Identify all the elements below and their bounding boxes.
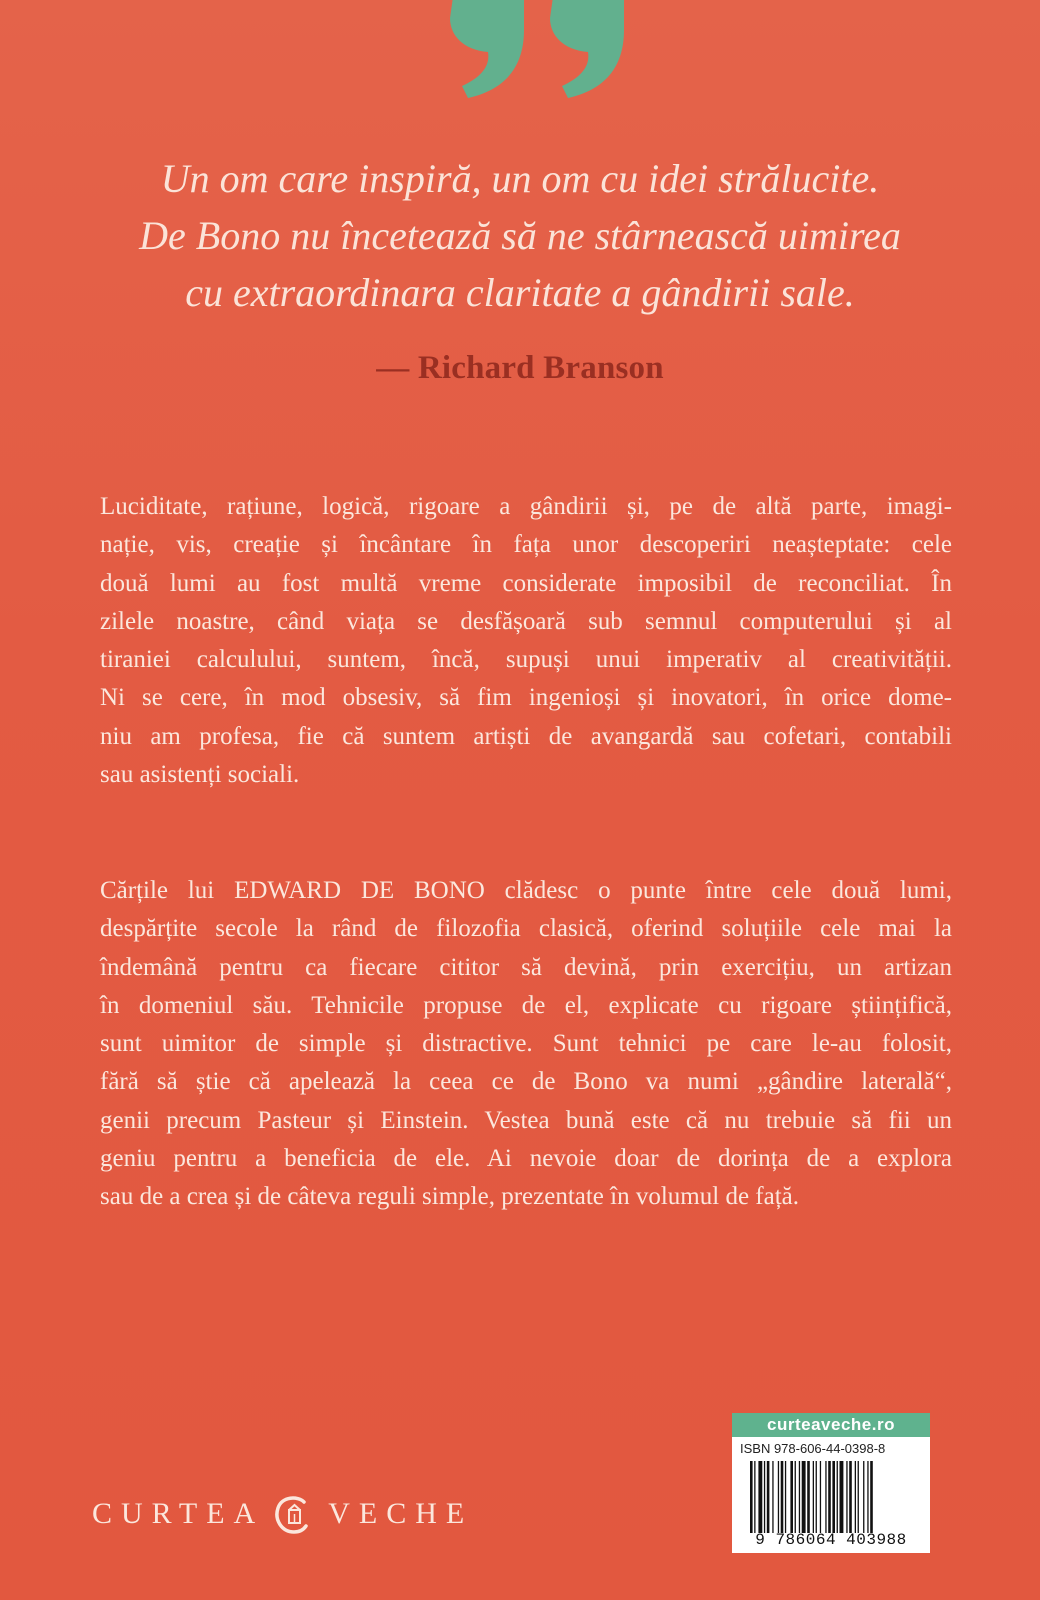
text-line: în domeniul său. Tehnicile propuse de el, explicate cu rigoare științifică, xyxy=(100,991,952,1019)
text-line: sau de a crea și de câteva reguli simple, prezentate în volumul de față. xyxy=(100,1183,799,1211)
barcode-digits: 9 786064 403988 xyxy=(755,1531,907,1549)
epigraph-line: Un om care inspiră, un om cu idei strălucite. xyxy=(160,156,880,201)
publisher-wordmark xyxy=(92,1492,473,1536)
publisher-website: curteaveche.ro xyxy=(732,1413,930,1437)
text-line: geniu pentru a beneficia de ele. Ai nevoie doar de dorința de a explora xyxy=(100,1145,952,1173)
text-line: îndemână pentru ca fiecare cititor să devină, prin exercițiu, un artizan xyxy=(100,953,952,981)
text-line: despărțite secole la rând de filozofia clasică, oferind soluțiile cele mai la xyxy=(100,915,952,943)
barcode-icon xyxy=(748,1461,924,1533)
text-line: Ni se cere, în mod obsesiv, să fim ingenioși și inovatori, în orice dome- xyxy=(100,684,952,712)
text-line: Luciditate, rațiune, logică, rigoare a gândirii și, pe de altă parte, imagi- xyxy=(100,493,952,520)
text-line: sau asistenți sociali. xyxy=(100,761,300,789)
epigraph-attribution: — Richard Branson xyxy=(376,350,664,386)
text-line: tiraniei calculului, suntem, încă, supuși unui imperativ al creativității. xyxy=(100,646,952,674)
text-line: Cărțile lui EDWARD DE BONO clădesc o punte între cele două lumi, xyxy=(100,877,952,904)
text-line: sunt uimitor de simple și distractive. Sunt tehnici pe care le-au folosit, xyxy=(100,1030,952,1058)
description-paragraph-1 xyxy=(100,488,952,794)
closing-quote-marks-icon xyxy=(440,0,640,110)
epigraph-line: cu extraordinara claritate a gândirii sale. xyxy=(185,270,855,315)
isbn-number: ISBN 978-606-44-0398-8 xyxy=(740,1441,886,1456)
publisher-name-left: CURTEA xyxy=(92,1497,265,1530)
epigraph-quote xyxy=(60,150,980,321)
epigraph-line: De Bono nu încetează să ne stârnească uimirea xyxy=(139,213,901,258)
isbn-label xyxy=(732,1413,930,1553)
text-line: genii precum Pasteur și Einstein. Vestea bună este că nu trebuie să fii un xyxy=(100,1106,952,1134)
text-line: două lumi au fost multă vreme considerate imposibil de reconciliat. În xyxy=(100,569,952,597)
description-paragraph-2 xyxy=(100,872,952,1217)
curtea-veche-logo-icon xyxy=(270,1492,314,1536)
text-line: fără să știe că apelează la ceea ce de Bono va numi „gândire laterală“, xyxy=(100,1068,952,1096)
text-line: zilele noastre, când viața se desfășoară sub semnul computerului și al xyxy=(100,607,952,635)
publisher-name-right: VECHE xyxy=(328,1497,474,1530)
text-line: nație, vis, creație și încântare în fața unor descoperiri neașteptate: cele xyxy=(100,531,952,559)
text-line: niu am profesa, fie că suntem artiști de avangardă sau cofetari, contabili xyxy=(100,722,952,750)
